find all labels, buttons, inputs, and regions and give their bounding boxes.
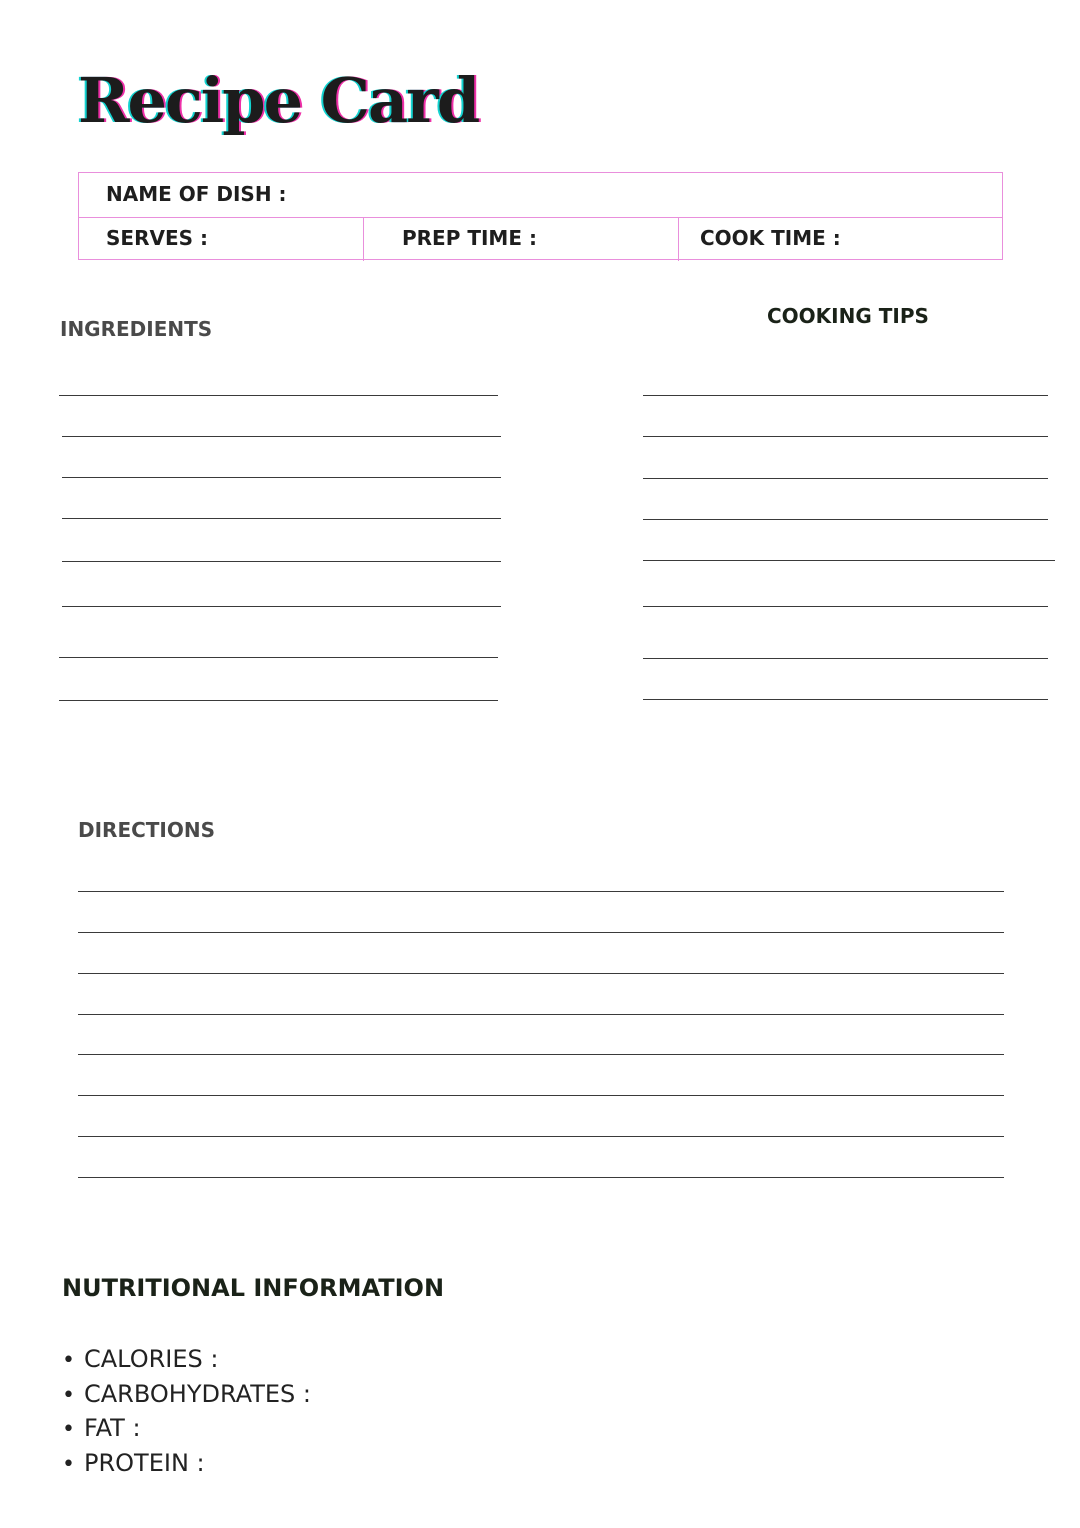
direction-line[interactable] (78, 891, 1004, 892)
nutrition-item-fat (62, 1411, 311, 1446)
prep-time-field[interactable] (363, 217, 678, 261)
cooking-tip-line[interactable] (643, 606, 1048, 607)
serves-label: SERVES : (106, 226, 208, 250)
ingredient-line[interactable] (62, 477, 501, 478)
name-of-dish-field[interactable] (79, 173, 1002, 217)
cooking-tip-line[interactable] (643, 699, 1048, 700)
nutritional-information-heading: NUTRITIONAL INFORMATION (62, 1274, 445, 1302)
bullet-icon: • (62, 1417, 75, 1442)
direction-line[interactable] (78, 1054, 1004, 1055)
carbohydrates-label: CARBOHYDRATES : (84, 1379, 312, 1408)
recipe-info-table (78, 172, 1003, 260)
cooking-tip-line[interactable] (643, 436, 1048, 437)
ingredient-line[interactable] (62, 518, 501, 519)
cook-time-label: COOK TIME : (700, 226, 841, 250)
ingredients-heading: INGREDIENTS (60, 317, 213, 341)
info-row-dish (79, 173, 1002, 218)
bullet-icon: • (62, 1451, 75, 1477)
ingredient-line[interactable] (59, 700, 498, 701)
name-of-dish-label: NAME OF DISH : (106, 182, 287, 206)
direction-line[interactable] (78, 1177, 1004, 1178)
info-row-times (79, 217, 1002, 261)
direction-line[interactable] (78, 1136, 1004, 1137)
bullet-icon: • (62, 1348, 75, 1373)
cook-time-field[interactable] (678, 217, 1002, 261)
nutrition-item-calories (62, 1342, 311, 1377)
protein-label: PROTEIN : (84, 1448, 205, 1477)
cooking-tip-line[interactable] (643, 395, 1048, 396)
prep-time-label: PREP TIME : (402, 226, 537, 250)
direction-line[interactable] (78, 932, 1004, 933)
recipe-card-title: Recipe Card (78, 64, 479, 137)
direction-line[interactable] (78, 1014, 1004, 1015)
nutrition-item-protein (62, 1446, 311, 1481)
ingredient-line[interactable] (62, 606, 501, 607)
fat-label: FAT : (84, 1414, 141, 1442)
ingredient-line[interactable] (59, 395, 498, 396)
ingredient-line[interactable] (62, 436, 501, 437)
ingredient-line[interactable] (62, 561, 501, 562)
cooking-tip-line[interactable] (643, 519, 1048, 520)
calories-label: CALORIES : (84, 1345, 219, 1373)
nutrition-item-carbohydrates (62, 1377, 311, 1412)
cooking-tip-line[interactable] (643, 478, 1048, 479)
nutrition-list (62, 1342, 311, 1480)
direction-line[interactable] (78, 973, 1004, 974)
bullet-icon: • (62, 1382, 75, 1408)
cooking-tip-line[interactable] (643, 658, 1048, 659)
directions-heading: DIRECTIONS (78, 818, 216, 842)
direction-line[interactable] (78, 1095, 1004, 1096)
serves-field[interactable] (79, 217, 363, 261)
cooking-tip-line[interactable] (643, 560, 1055, 561)
ingredient-line[interactable] (59, 657, 498, 658)
cooking-tips-heading: COOKING TIPS (767, 304, 929, 328)
